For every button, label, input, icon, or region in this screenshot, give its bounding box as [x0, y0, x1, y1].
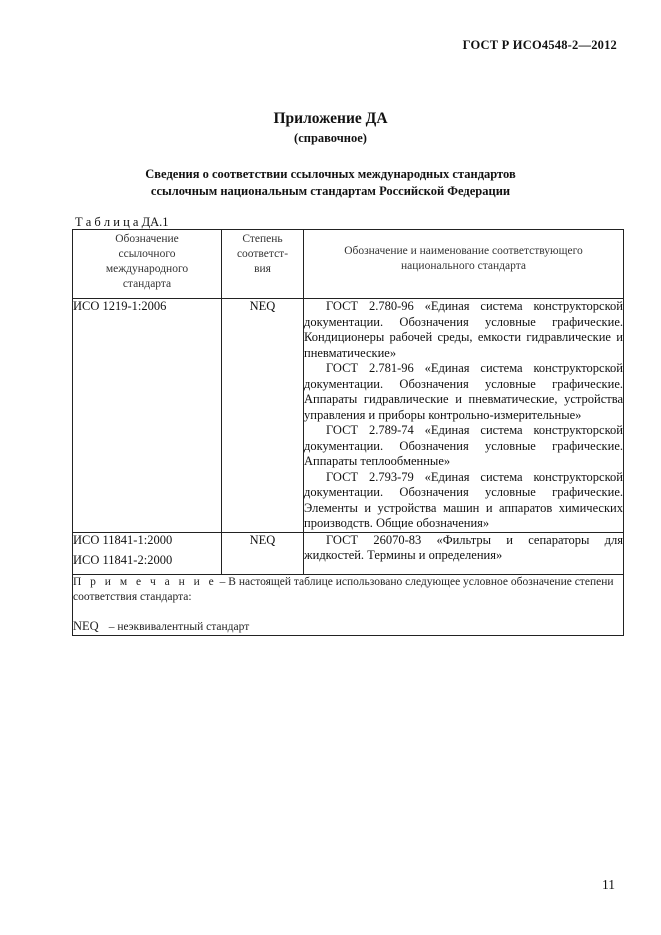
table-label: Т а б л и ц а ДА.1: [75, 215, 169, 229]
annex-heading: [0, 166, 661, 200]
national-standard-entry: ГОСТ 2.781-96 «Единая система конструкторской документации. Обозначения условные графические. Аппараты гидравлические и пневматические, устройства управления и приборы контрольно-измерительные»: [304, 361, 623, 422]
header-text: международного: [105, 263, 189, 275]
table-note-row: [73, 574, 624, 635]
national-standard-entry: ГОСТ 26070-83 «Фильтры и сепараторы для жидкостей. Термины и определения»: [304, 532, 623, 562]
note-label: П р и м е ч а н и е: [73, 575, 217, 588]
header-ref-standard: [73, 230, 222, 299]
national-standard-entry: ГОСТ 2.780-96 «Единая система конструкторской документации. Обозначения условные графические. Кондиционеры рабочей среды, емкости гидравлические и пневматические»: [304, 299, 623, 360]
header-text: Обозначение: [115, 233, 179, 245]
header-text: ссылочного: [118, 248, 176, 260]
header-text: Обозначение и наименование соответствующего: [344, 245, 583, 257]
note-code-text: – неэквивалентный стандарт: [108, 620, 250, 633]
table-row: [73, 299, 624, 533]
note-legend: [73, 619, 623, 635]
table-header-row: [73, 230, 624, 299]
document-code: ГОСТ Р ИСО4548-2—2012: [462, 38, 617, 52]
header-degree: [222, 230, 304, 299]
annex-heading-line2: ссылочным национальным стандартам Российской Федерации: [150, 184, 511, 198]
national-standard-entry: ГОСТ 2.789-74 «Единая система конструкторской документации. Обозначения условные графические. Аппараты теплообменные»: [304, 423, 623, 468]
annex-heading-line1: Сведения о соответствии ссылочных международных стандартов: [145, 167, 516, 181]
ref-standard-cell: ИСО 1219-1:2006: [73, 299, 222, 533]
ref-standard: ИСО 11841-2:2000: [73, 553, 173, 567]
correspondence-table: [72, 229, 624, 636]
table-row: [73, 532, 624, 574]
national-standard-cell: [304, 532, 624, 574]
note-text: – В настоящей таблице использовано следующее условное обозначение степени соответствия стандарта:: [73, 575, 614, 603]
national-standard-entry: ГОСТ 2.793-79 «Единая система конструкторской документации. Обозначения условные графические. Элементы и устройства машин и аппаратов химических производств. Общие обозначения»: [304, 469, 623, 530]
header-text: соответст-: [236, 248, 289, 260]
ref-standard: ИСО 11841-1:2000: [73, 532, 173, 547]
annex-subtitle: (справочное): [294, 131, 367, 145]
note-paragraph: [73, 575, 623, 605]
ref-standard-cell: [73, 532, 222, 574]
header-text: вия: [254, 263, 271, 275]
note-code: NEQ: [73, 618, 99, 633]
header-text: Степень: [242, 233, 283, 245]
degree-cell: NEQ: [222, 532, 304, 574]
table-note: [73, 574, 624, 635]
annex-title: Приложение ДА: [273, 110, 388, 127]
header-text: стандарта: [122, 278, 172, 290]
header-text: национального стандарта: [401, 260, 526, 272]
header-national-standard: [304, 230, 624, 299]
national-standard-cell: [304, 299, 624, 533]
page-number: 11: [602, 877, 615, 892]
degree-cell: NEQ: [222, 299, 304, 533]
